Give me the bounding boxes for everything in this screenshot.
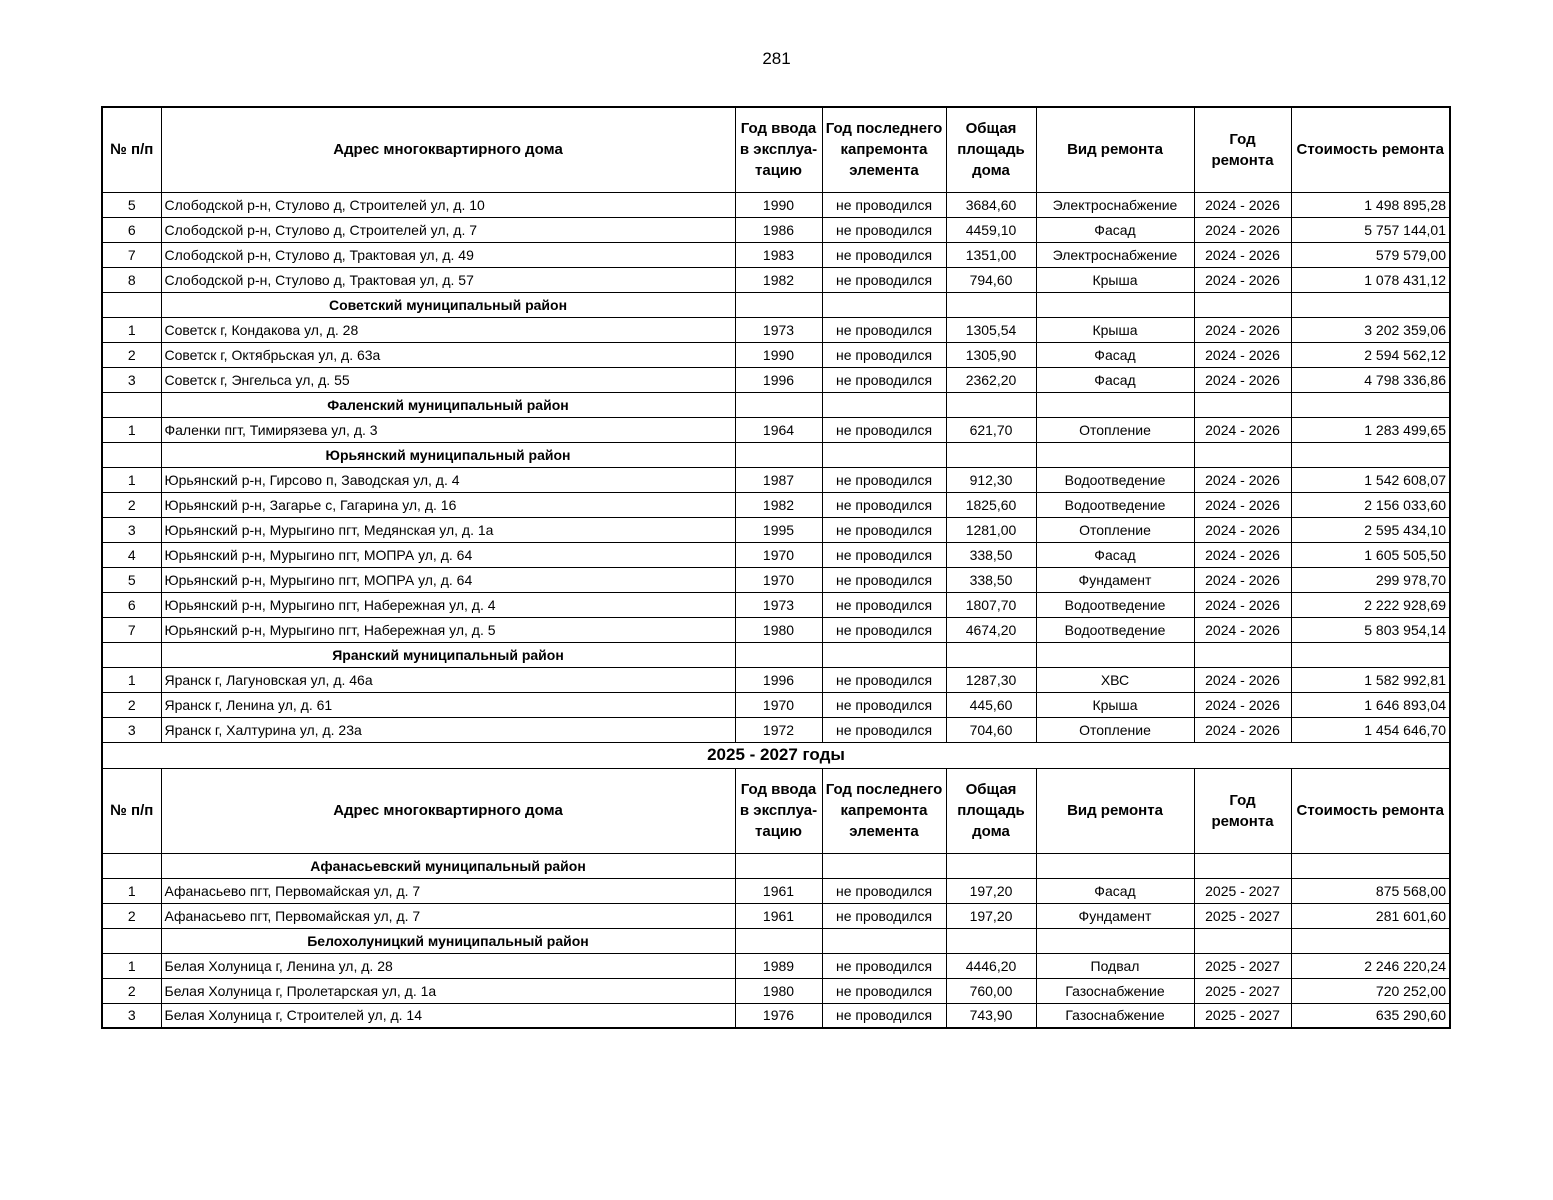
- cell-repair-type: Газоснабжение: [1036, 978, 1194, 1003]
- repair-schedule-table: [101, 106, 1451, 1029]
- cell-last-repair: не проводился: [822, 542, 946, 567]
- district-name: Фаленский муниципальный район: [161, 392, 735, 417]
- cell-repair-year: 2024 - 2026: [1194, 592, 1291, 617]
- cell-cost: 2 594 562,12: [1291, 342, 1450, 367]
- cell-last-repair: не проводился: [822, 367, 946, 392]
- cell-address: Советск г, Энгельса ул, д. 55: [161, 367, 735, 392]
- cell-area: 4459,10: [946, 217, 1036, 242]
- cell-num: 3: [102, 517, 161, 542]
- cell-repair-type: Электроснабжение: [1036, 192, 1194, 217]
- cell-cost: 579 579,00: [1291, 242, 1450, 267]
- cell-address: Яранск г, Ленина ул, д. 61: [161, 692, 735, 717]
- empty-cell: [1194, 392, 1291, 417]
- cell-num: 1: [102, 953, 161, 978]
- cell-area: 4674,20: [946, 617, 1036, 642]
- empty-cell: [946, 853, 1036, 878]
- cell-cost: 875 568,00: [1291, 878, 1450, 903]
- header-area: Общая площадь дома: [946, 768, 1036, 853]
- table-row: [102, 567, 1450, 592]
- empty-cell: [735, 928, 822, 953]
- cell-repair-year: 2024 - 2026: [1194, 492, 1291, 517]
- empty-cell: [1194, 853, 1291, 878]
- cell-repair-year: 2024 - 2026: [1194, 317, 1291, 342]
- empty-cell: [735, 392, 822, 417]
- table-row: [102, 667, 1450, 692]
- cell-num: 5: [102, 567, 161, 592]
- empty-cell: [946, 392, 1036, 417]
- district-row: [102, 928, 1450, 953]
- cell-last-repair: не проводился: [822, 692, 946, 717]
- cell-repair-year: 2024 - 2026: [1194, 192, 1291, 217]
- cell-repair-year: 2025 - 2027: [1194, 1003, 1291, 1028]
- district-name: Афанасьевский муниципальный район: [161, 853, 735, 878]
- cell-last-repair: не проводился: [822, 978, 946, 1003]
- cell-address: Яранск г, Лагуновская ул, д. 46а: [161, 667, 735, 692]
- cell-year-built: 1970: [735, 692, 822, 717]
- period-heading-row: [102, 742, 1450, 768]
- cell-repair-year: 2025 - 2027: [1194, 953, 1291, 978]
- cell-repair-year: 2024 - 2026: [1194, 667, 1291, 692]
- cell-repair-type: Фасад: [1036, 542, 1194, 567]
- cell-last-repair: не проводился: [822, 317, 946, 342]
- header-last-repair: Год последнего капремонта элемента: [822, 107, 946, 192]
- cell-area: 338,50: [946, 567, 1036, 592]
- empty-cell: [735, 442, 822, 467]
- cell-last-repair: не проводился: [822, 342, 946, 367]
- cell-year-built: 1973: [735, 317, 822, 342]
- header-area: Общая площадь дома: [946, 107, 1036, 192]
- empty-cell: [1291, 642, 1450, 667]
- cell-area: 760,00: [946, 978, 1036, 1003]
- cell-num: 1: [102, 667, 161, 692]
- cell-repair-year: 2024 - 2026: [1194, 542, 1291, 567]
- cell-year-built: 1982: [735, 267, 822, 292]
- cell-cost: 2 595 434,10: [1291, 517, 1450, 542]
- table-row: [102, 217, 1450, 242]
- section-2025-2027: [102, 768, 1450, 1028]
- cell-address: Юрьянский р-н, Мурыгино пгт, МОПРА ул, д. 64: [161, 567, 735, 592]
- cell-num: 2: [102, 978, 161, 1003]
- empty-cell: [1036, 642, 1194, 667]
- cell-area: 4446,20: [946, 953, 1036, 978]
- cell-area: 1305,90: [946, 342, 1036, 367]
- header-year-built: Год ввода в эксплуа-тацию: [735, 107, 822, 192]
- cell-area: 1305,54: [946, 317, 1036, 342]
- cell-last-repair: не проводился: [822, 617, 946, 642]
- table-row: [102, 192, 1450, 217]
- cell-num: 7: [102, 242, 161, 267]
- empty-cell: [102, 853, 161, 878]
- table-row: [102, 242, 1450, 267]
- cell-repair-type: ХВС: [1036, 667, 1194, 692]
- table-row: [102, 517, 1450, 542]
- empty-cell: [735, 642, 822, 667]
- district-row: [102, 392, 1450, 417]
- cell-area: 1351,00: [946, 242, 1036, 267]
- cell-year-built: 1990: [735, 342, 822, 367]
- empty-cell: [946, 442, 1036, 467]
- cell-repair-type: Отопление: [1036, 417, 1194, 442]
- cell-address: Советск г, Октябрьская ул, д. 63а: [161, 342, 735, 367]
- period-heading: 2025 - 2027 годы: [102, 742, 1450, 768]
- cell-last-repair: не проводился: [822, 903, 946, 928]
- cell-area: 704,60: [946, 717, 1036, 742]
- cell-cost: 1 582 992,81: [1291, 667, 1450, 692]
- cell-repair-type: Крыша: [1036, 317, 1194, 342]
- cell-cost: 281 601,60: [1291, 903, 1450, 928]
- cell-address: Юрьянский р-н, Гирсово п, Заводская ул, д. 4: [161, 467, 735, 492]
- empty-cell: [1036, 928, 1194, 953]
- district-name: Советский муниципальный район: [161, 292, 735, 317]
- empty-cell: [735, 292, 822, 317]
- cell-address: Афанасьево пгт, Первомайская ул, д. 7: [161, 903, 735, 928]
- cell-year-built: 1995: [735, 517, 822, 542]
- cell-last-repair: не проводился: [822, 878, 946, 903]
- empty-cell: [1194, 928, 1291, 953]
- cell-year-built: 1976: [735, 1003, 822, 1028]
- cell-repair-year: 2024 - 2026: [1194, 717, 1291, 742]
- cell-year-built: 1973: [735, 592, 822, 617]
- empty-cell: [822, 392, 946, 417]
- empty-cell: [822, 292, 946, 317]
- cell-repair-year: 2025 - 2027: [1194, 978, 1291, 1003]
- cell-num: 7: [102, 617, 161, 642]
- empty-cell: [1291, 853, 1450, 878]
- cell-cost: 720 252,00: [1291, 978, 1450, 1003]
- cell-last-repair: не проводился: [822, 192, 946, 217]
- district-row: [102, 642, 1450, 667]
- cell-cost: 1 498 895,28: [1291, 192, 1450, 217]
- cell-address: Афанасьево пгт, Первомайская ул, д. 7: [161, 878, 735, 903]
- table-row: [102, 1003, 1450, 1028]
- empty-cell: [102, 292, 161, 317]
- table-row: [102, 342, 1450, 367]
- cell-repair-year: 2024 - 2026: [1194, 517, 1291, 542]
- cell-year-built: 1972: [735, 717, 822, 742]
- cell-num: 6: [102, 592, 161, 617]
- header-repair-type: Вид ремонта: [1036, 107, 1194, 192]
- district-name: Юрьянский муниципальный район: [161, 442, 735, 467]
- cell-last-repair: не проводился: [822, 953, 946, 978]
- header-cost: Стоимость ремонта: [1291, 768, 1450, 853]
- empty-cell: [1194, 442, 1291, 467]
- cell-repair-year: 2024 - 2026: [1194, 242, 1291, 267]
- district-row: [102, 292, 1450, 317]
- empty-cell: [1194, 292, 1291, 317]
- table-row: [102, 317, 1450, 342]
- cell-repair-type: Отопление: [1036, 717, 1194, 742]
- empty-cell: [735, 853, 822, 878]
- cell-repair-year: 2024 - 2026: [1194, 567, 1291, 592]
- cell-last-repair: не проводился: [822, 667, 946, 692]
- cell-repair-type: Водоотведение: [1036, 617, 1194, 642]
- cell-area: 743,90: [946, 1003, 1036, 1028]
- empty-cell: [102, 928, 161, 953]
- cell-address: Слободской р-н, Стулово д, Строителей ул, д. 7: [161, 217, 735, 242]
- cell-cost: 1 454 646,70: [1291, 717, 1450, 742]
- cell-repair-year: 2024 - 2026: [1194, 692, 1291, 717]
- cell-area: 445,60: [946, 692, 1036, 717]
- cell-year-built: 1964: [735, 417, 822, 442]
- empty-cell: [102, 642, 161, 667]
- cell-address: Юрьянский р-н, Мурыгино пгт, МОПРА ул, д. 64: [161, 542, 735, 567]
- table-header-row: [102, 768, 1450, 853]
- cell-area: 794,60: [946, 267, 1036, 292]
- header-repair-year: Год ремонта: [1194, 768, 1291, 853]
- cell-num: 1: [102, 467, 161, 492]
- cell-cost: 2 222 928,69: [1291, 592, 1450, 617]
- header-address: Адрес многоквартирного дома: [161, 107, 735, 192]
- cell-repair-year: 2024 - 2026: [1194, 367, 1291, 392]
- cell-area: 621,70: [946, 417, 1036, 442]
- cell-last-repair: не проводился: [822, 1003, 946, 1028]
- cell-year-built: 1961: [735, 903, 822, 928]
- cell-address: Слободской р-н, Стулово д, Строителей ул, д. 10: [161, 192, 735, 217]
- cell-last-repair: не проводился: [822, 717, 946, 742]
- cell-cost: 2 156 033,60: [1291, 492, 1450, 517]
- cell-cost: 1 646 893,04: [1291, 692, 1450, 717]
- cell-address: Белая Холуница г, Строителей ул, д. 14: [161, 1003, 735, 1028]
- header-address: Адрес многоквартирного дома: [161, 768, 735, 853]
- page-number: 281: [762, 49, 791, 68]
- cell-last-repair: не проводился: [822, 467, 946, 492]
- cell-repair-type: Фундамент: [1036, 903, 1194, 928]
- cell-cost: 4 798 336,86: [1291, 367, 1450, 392]
- cell-address: Юрьянский р-н, Мурыгино пгт, Набережная ул, д. 5: [161, 617, 735, 642]
- empty-cell: [102, 392, 161, 417]
- table-row: [102, 417, 1450, 442]
- cell-year-built: 1990: [735, 192, 822, 217]
- cell-address: Яранск г, Халтурина ул, д. 23а: [161, 717, 735, 742]
- table-row: [102, 903, 1450, 928]
- cell-area: 338,50: [946, 542, 1036, 567]
- district-name: Яранский муниципальный район: [161, 642, 735, 667]
- cell-year-built: 1989: [735, 953, 822, 978]
- table-row: [102, 617, 1450, 642]
- cell-area: 1807,70: [946, 592, 1036, 617]
- cell-cost: 635 290,60: [1291, 1003, 1450, 1028]
- empty-cell: [822, 442, 946, 467]
- cell-last-repair: не проводился: [822, 517, 946, 542]
- table-row: [102, 267, 1450, 292]
- cell-address: Советск г, Кондакова ул, д. 28: [161, 317, 735, 342]
- cell-year-built: 1980: [735, 617, 822, 642]
- cell-repair-year: 2025 - 2027: [1194, 878, 1291, 903]
- empty-cell: [946, 642, 1036, 667]
- cell-repair-year: 2024 - 2026: [1194, 217, 1291, 242]
- cell-num: 1: [102, 878, 161, 903]
- cell-num: 2: [102, 692, 161, 717]
- cell-repair-type: Фасад: [1036, 367, 1194, 392]
- empty-cell: [102, 442, 161, 467]
- cell-address: Слободской р-н, Стулово д, Трактовая ул, д. 57: [161, 267, 735, 292]
- cell-repair-type: Отопление: [1036, 517, 1194, 542]
- cell-repair-year: 2025 - 2027: [1194, 903, 1291, 928]
- empty-cell: [1291, 928, 1450, 953]
- cell-address: Слободской р-н, Стулово д, Трактовая ул, д. 49: [161, 242, 735, 267]
- cell-num: 3: [102, 367, 161, 392]
- cell-repair-year: 2024 - 2026: [1194, 467, 1291, 492]
- cell-area: 2362,20: [946, 367, 1036, 392]
- cell-repair-type: Крыша: [1036, 692, 1194, 717]
- cell-address: Юрьянский р-н, Загарье с, Гагарина ул, д. 16: [161, 492, 735, 517]
- empty-cell: [1291, 292, 1450, 317]
- header-repair-type: Вид ремонта: [1036, 768, 1194, 853]
- cell-address: Белая Холуница г, Пролетарская ул, д. 1а: [161, 978, 735, 1003]
- empty-cell: [822, 642, 946, 667]
- cell-last-repair: не проводился: [822, 417, 946, 442]
- period-heading-section: [102, 742, 1450, 768]
- cell-year-built: 1996: [735, 367, 822, 392]
- cell-num: 5: [102, 192, 161, 217]
- cell-repair-type: Газоснабжение: [1036, 1003, 1194, 1028]
- cell-cost: 1 078 431,12: [1291, 267, 1450, 292]
- cell-area: 197,20: [946, 903, 1036, 928]
- cell-last-repair: не проводился: [822, 217, 946, 242]
- cell-num: 3: [102, 1003, 161, 1028]
- table-row: [102, 592, 1450, 617]
- cell-repair-type: Водоотведение: [1036, 492, 1194, 517]
- district-row: [102, 853, 1450, 878]
- cell-last-repair: не проводился: [822, 267, 946, 292]
- table-row: [102, 878, 1450, 903]
- cell-year-built: 1970: [735, 542, 822, 567]
- table-row: [102, 367, 1450, 392]
- empty-cell: [1291, 442, 1450, 467]
- empty-cell: [1194, 642, 1291, 667]
- cell-cost: 3 202 359,06: [1291, 317, 1450, 342]
- cell-address: Юрьянский р-н, Мурыгино пгт, Набережная ул, д. 4: [161, 592, 735, 617]
- cell-area: 3684,60: [946, 192, 1036, 217]
- header-year-built: Год ввода в эксплуа-тацию: [735, 768, 822, 853]
- table-header-row: [102, 107, 1450, 192]
- empty-cell: [1036, 392, 1194, 417]
- cell-year-built: 1987: [735, 467, 822, 492]
- empty-cell: [946, 928, 1036, 953]
- header-last-repair: Год последнего капремонта элемента: [822, 768, 946, 853]
- table-row: [102, 542, 1450, 567]
- cell-repair-type: Водоотведение: [1036, 467, 1194, 492]
- cell-last-repair: не проводился: [822, 242, 946, 267]
- empty-cell: [1036, 442, 1194, 467]
- header-num: № п/п: [102, 107, 161, 192]
- cell-cost: 5 803 954,14: [1291, 617, 1450, 642]
- table-row: [102, 978, 1450, 1003]
- cell-num: 6: [102, 217, 161, 242]
- cell-cost: 1 283 499,65: [1291, 417, 1450, 442]
- cell-num: 3: [102, 717, 161, 742]
- cell-year-built: 1986: [735, 217, 822, 242]
- cell-repair-type: Водоотведение: [1036, 592, 1194, 617]
- cell-repair-type: Подвал: [1036, 953, 1194, 978]
- cell-repair-type: Фасад: [1036, 878, 1194, 903]
- cell-repair-year: 2024 - 2026: [1194, 342, 1291, 367]
- empty-cell: [822, 853, 946, 878]
- table-row: [102, 953, 1450, 978]
- cell-repair-type: Электроснабжение: [1036, 242, 1194, 267]
- cell-area: 197,20: [946, 878, 1036, 903]
- cell-address: Юрьянский р-н, Мурыгино пгт, Медянская ул, д. 1а: [161, 517, 735, 542]
- empty-cell: [1036, 292, 1194, 317]
- table-row: [102, 492, 1450, 517]
- cell-area: 1281,00: [946, 517, 1036, 542]
- cell-repair-year: 2024 - 2026: [1194, 617, 1291, 642]
- district-name: Белохолуницкий муниципальный район: [161, 928, 735, 953]
- cell-cost: 1 605 505,50: [1291, 542, 1450, 567]
- cell-num: 1: [102, 317, 161, 342]
- cell-num: 2: [102, 903, 161, 928]
- cell-repair-type: Фасад: [1036, 217, 1194, 242]
- cell-area: 912,30: [946, 467, 1036, 492]
- cell-num: 2: [102, 342, 161, 367]
- table-row: [102, 692, 1450, 717]
- table-row: [102, 717, 1450, 742]
- section-2024-2026: [102, 107, 1450, 742]
- cell-num: 8: [102, 267, 161, 292]
- cell-repair-type: Фасад: [1036, 342, 1194, 367]
- cell-cost: 299 978,70: [1291, 567, 1450, 592]
- cell-year-built: 1982: [735, 492, 822, 517]
- cell-num: 4: [102, 542, 161, 567]
- cell-cost: 5 757 144,01: [1291, 217, 1450, 242]
- cell-repair-year: 2024 - 2026: [1194, 417, 1291, 442]
- cell-num: 2: [102, 492, 161, 517]
- header-repair-year: Год ремонта: [1194, 107, 1291, 192]
- cell-last-repair: не проводился: [822, 592, 946, 617]
- header-num: № п/п: [102, 768, 161, 853]
- cell-repair-type: Крыша: [1036, 267, 1194, 292]
- table-row: [102, 467, 1450, 492]
- cell-last-repair: не проводился: [822, 567, 946, 592]
- empty-cell: [1291, 392, 1450, 417]
- cell-area: 1825,60: [946, 492, 1036, 517]
- cell-num: 1: [102, 417, 161, 442]
- cell-year-built: 1983: [735, 242, 822, 267]
- header-cost: Стоимость ремонта: [1291, 107, 1450, 192]
- cell-address: Фаленки пгт, Тимирязева ул, д. 3: [161, 417, 735, 442]
- cell-cost: 1 542 608,07: [1291, 467, 1450, 492]
- cell-address: Белая Холуница г, Ленина ул, д. 28: [161, 953, 735, 978]
- cell-year-built: 1996: [735, 667, 822, 692]
- empty-cell: [822, 928, 946, 953]
- empty-cell: [1036, 853, 1194, 878]
- cell-year-built: 1980: [735, 978, 822, 1003]
- cell-area: 1287,30: [946, 667, 1036, 692]
- cell-repair-type: Фундамент: [1036, 567, 1194, 592]
- cell-year-built: 1970: [735, 567, 822, 592]
- cell-cost: 2 246 220,24: [1291, 953, 1450, 978]
- empty-cell: [946, 292, 1036, 317]
- cell-year-built: 1961: [735, 878, 822, 903]
- cell-repair-year: 2024 - 2026: [1194, 267, 1291, 292]
- district-row: [102, 442, 1450, 467]
- cell-last-repair: не проводился: [822, 492, 946, 517]
